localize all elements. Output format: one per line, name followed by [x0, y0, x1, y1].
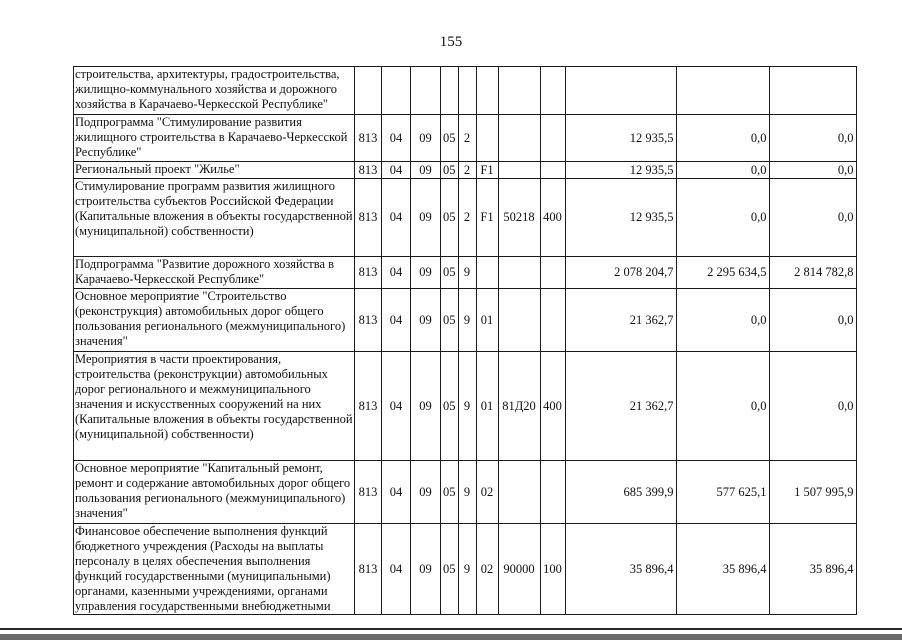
- table-row: [74, 115, 857, 162]
- event-code-cell: 01: [476, 289, 498, 352]
- amount-year-3-cell: 2 814 782,8: [769, 257, 856, 289]
- subprogram-code-cell: 2: [458, 115, 476, 162]
- amount-year-1-cell: [565, 67, 676, 115]
- amount-year-2-cell: 0,0: [676, 115, 769, 162]
- page-number: 155: [439, 34, 463, 50]
- section-code-cell: [382, 67, 411, 115]
- event-code-cell: [476, 67, 498, 115]
- subprogram-code-cell: 2: [458, 179, 476, 257]
- row-name-cell: Мероприятия в части проектирования, строительства (реконструкции) автомобильных дорог регионального и межмуниципального значения и искусственных сооружений на них (Капитальные вложения в объекты государственной (муниципальной) собственности): [74, 352, 355, 461]
- row-name-cell: Основное мероприятие "Капитальный ремонт, ремонт и содержание автомобильных дорог общего пользования регионального (межмуниципального) значения": [74, 461, 355, 524]
- amount-year-3-cell: 35 896,4: [769, 524, 856, 615]
- table-row: [74, 461, 857, 524]
- event-code-cell: 01: [476, 352, 498, 461]
- subsection-code-cell: 09: [411, 352, 441, 461]
- row-name-cell: строительства, архитектуры, градостроительства, жилищно-коммунального хозяйства и дорожного хозяйства в Карачаево-Черкесской Республике": [74, 67, 355, 115]
- program-code-cell: [441, 67, 459, 115]
- row-name-cell: Региональный проект "Жилье": [74, 162, 355, 179]
- table-row: [74, 179, 857, 257]
- event-code-cell: 02: [476, 524, 498, 615]
- subsection-code-cell: 09: [411, 289, 441, 352]
- program-code-cell: 05: [441, 257, 459, 289]
- event-code-cell: F1: [476, 179, 498, 257]
- table-row: [74, 67, 857, 115]
- row-name-cell: Основное мероприятие "Строительство (реконструкция) автомобильных дорог общего пользования регионального (межмуниципального) значения": [74, 289, 355, 352]
- expense-type-code-cell: [540, 461, 565, 524]
- program-code-cell: 05: [441, 115, 459, 162]
- section-code-cell: 04: [382, 162, 411, 179]
- amount-year-1-cell: 12 935,5: [565, 115, 676, 162]
- direction-code-cell: [498, 162, 540, 179]
- amount-year-2-cell: 35 896,4: [676, 524, 769, 615]
- ministry-code-cell: 813: [355, 162, 382, 179]
- direction-code-cell: [498, 67, 540, 115]
- subsection-code-cell: 09: [411, 524, 441, 615]
- ministry-code-cell: 813: [355, 461, 382, 524]
- subprogram-code-cell: 9: [458, 524, 476, 615]
- amount-year-1-cell: 2 078 204,7: [565, 257, 676, 289]
- subprogram-code-cell: 2: [458, 162, 476, 179]
- bottom-border-line: [0, 628, 902, 630]
- amount-year-2-cell: 0,0: [676, 289, 769, 352]
- section-code-cell: 04: [382, 524, 411, 615]
- direction-code-cell: [498, 257, 540, 289]
- amount-year-1-cell: 12 935,5: [565, 162, 676, 179]
- expense-type-code-cell: 100: [540, 524, 565, 615]
- ministry-code-cell: 813: [355, 524, 382, 615]
- event-code-cell: [476, 115, 498, 162]
- subprogram-code-cell: [458, 67, 476, 115]
- row-name-cell: Подпрограмма "Развитие дорожного хозяйства в Карачаево-Черкесской Республике": [74, 257, 355, 289]
- subsection-code-cell: [411, 67, 441, 115]
- program-code-cell: 05: [441, 289, 459, 352]
- row-name-cell: Финансовое обеспечение выполнения функций бюджетного учреждения (Расходы на выплаты персоналу в целях обеспечения выполнения функций государственными (муниципальными) органами, казенными учреждениями, органами управления государственными внебюджетными: [74, 524, 355, 615]
- row-name-cell: Подпрограмма "Стимулирование развития жилищного строительства в Карачаево-Черкесской Республике": [74, 115, 355, 162]
- amount-year-2-cell: 577 625,1: [676, 461, 769, 524]
- direction-code-cell: [498, 289, 540, 352]
- amount-year-3-cell: 0,0: [769, 162, 856, 179]
- ministry-code-cell: 813: [355, 179, 382, 257]
- program-code-cell: 05: [441, 352, 459, 461]
- amount-year-1-cell: 35 896,4: [565, 524, 676, 615]
- section-code-cell: 04: [382, 352, 411, 461]
- direction-code-cell: [498, 461, 540, 524]
- amount-year-2-cell: 0,0: [676, 352, 769, 461]
- subsection-code-cell: 09: [411, 162, 441, 179]
- table-row: [74, 257, 857, 289]
- direction-code-cell: 81Д20: [498, 352, 540, 461]
- subprogram-code-cell: 9: [458, 461, 476, 524]
- amount-year-3-cell: 0,0: [769, 289, 856, 352]
- bottom-scan-edge: [0, 634, 902, 640]
- expense-type-code-cell: [540, 67, 565, 115]
- amount-year-2-cell: [676, 67, 769, 115]
- direction-code-cell: [498, 115, 540, 162]
- amount-year-1-cell: 21 362,7: [565, 352, 676, 461]
- event-code-cell: F1: [476, 162, 498, 179]
- amount-year-3-cell: 0,0: [769, 352, 856, 461]
- direction-code-cell: 50218: [498, 179, 540, 257]
- subsection-code-cell: 09: [411, 179, 441, 257]
- budget-table: [73, 66, 857, 615]
- section-code-cell: 04: [382, 461, 411, 524]
- ministry-code-cell: 813: [355, 115, 382, 162]
- table-row: [74, 162, 857, 179]
- table-row: [74, 352, 857, 461]
- subsection-code-cell: 09: [411, 461, 441, 524]
- amount-year-1-cell: 21 362,7: [565, 289, 676, 352]
- ministry-code-cell: [355, 67, 382, 115]
- table-row: [74, 524, 857, 615]
- amount-year-2-cell: 0,0: [676, 179, 769, 257]
- expense-type-code-cell: [540, 115, 565, 162]
- amount-year-3-cell: 0,0: [769, 115, 856, 162]
- ministry-code-cell: 813: [355, 257, 382, 289]
- amount-year-1-cell: 685 399,9: [565, 461, 676, 524]
- amount-year-2-cell: 2 295 634,5: [676, 257, 769, 289]
- amount-year-3-cell: 0,0: [769, 179, 856, 257]
- subsection-code-cell: 09: [411, 115, 441, 162]
- ministry-code-cell: 813: [355, 289, 382, 352]
- program-code-cell: 05: [441, 461, 459, 524]
- expense-type-code-cell: [540, 257, 565, 289]
- section-code-cell: 04: [382, 179, 411, 257]
- program-code-cell: 05: [441, 179, 459, 257]
- direction-code-cell: 90000: [498, 524, 540, 615]
- event-code-cell: 02: [476, 461, 498, 524]
- expense-type-code-cell: 400: [540, 179, 565, 257]
- expense-type-code-cell: 400: [540, 352, 565, 461]
- program-code-cell: 05: [441, 524, 459, 615]
- row-name-cell: Стимулирование программ развития жилищного строительства субъектов Российской Федерации (Капитальные вложения в объекты государственной (муниципальной) собственности): [74, 179, 355, 257]
- section-code-cell: 04: [382, 257, 411, 289]
- amount-year-3-cell: 1 507 995,9: [769, 461, 856, 524]
- program-code-cell: 05: [441, 162, 459, 179]
- section-code-cell: 04: [382, 289, 411, 352]
- amount-year-3-cell: [769, 67, 856, 115]
- ministry-code-cell: 813: [355, 352, 382, 461]
- subprogram-code-cell: 9: [458, 257, 476, 289]
- amount-year-2-cell: 0,0: [676, 162, 769, 179]
- subprogram-code-cell: 9: [458, 352, 476, 461]
- subprogram-code-cell: 9: [458, 289, 476, 352]
- table-row: [74, 289, 857, 352]
- amount-year-1-cell: 12 935,5: [565, 179, 676, 257]
- event-code-cell: [476, 257, 498, 289]
- subsection-code-cell: 09: [411, 257, 441, 289]
- section-code-cell: 04: [382, 115, 411, 162]
- expense-type-code-cell: [540, 162, 565, 179]
- expense-type-code-cell: [540, 289, 565, 352]
